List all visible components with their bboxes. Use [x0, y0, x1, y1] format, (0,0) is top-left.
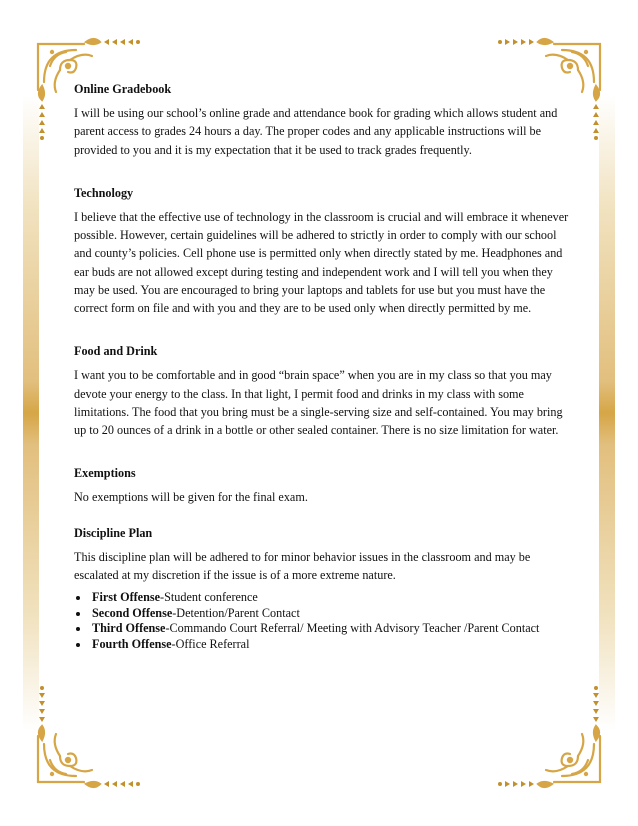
offense-consequence: -Office Referral — [171, 636, 250, 651]
offense-consequence: -Detention/Parent Contact — [172, 605, 300, 620]
section-paragraph: This discipline plan will be adhered to for minor behavior issues in the classroom and may be escalated at my discretion if the issue is of a more extreme nature. — [74, 549, 531, 583]
section-exemptions — [74, 464, 574, 506]
offense-label: Second Offense — [92, 605, 173, 620]
section-technology — [74, 184, 574, 317]
list-item — [74, 590, 574, 606]
list-item — [74, 621, 574, 637]
bottom-right-ornament-icon — [488, 676, 608, 796]
offense-label: Third Offense — [92, 621, 166, 636]
section-heading: Food and Drink — [74, 344, 158, 359]
section-paragraph: I want you to be comfortable and in good “brain space” when you are in my class so that you may devote your energy to the class. In that light, I permit food and drinks in my class with some limitations. The food that you bring must be a single-serving size and self-contained. You may bring up to 20 ounces of a drink in a bottle or other sealed container. There is no size limitation for water. — [74, 368, 563, 438]
section-paragraph: I will be using our school’s online grade and attendance book for grading which allows student and parent access to grades 24 hours a day. The proper codes and any applicable instructions will be provided to you and it is my expectation that it be used to track grades frequently. — [74, 106, 558, 157]
offense-list — [74, 590, 574, 652]
left-gold-border — [23, 95, 39, 731]
offense-label: First Offense — [92, 590, 161, 605]
bottom-left-ornament-icon — [30, 676, 150, 796]
section-food-and-drink — [74, 342, 574, 439]
section-online-gradebook — [74, 80, 574, 159]
section-paragraph: I believe that the effective use of technology in the classroom is crucial and will embrace it whenever possible. However, certain guidelines will be adhered to strictly in order to comply with our school and county’s policies. Cell phone use is permitted only when directly stated by me. Headphones and ear buds are not allowed except during testing and independent work and I will tell you when they may be used. You are encouraged to bring your laptops and tablets for use but you must have the correct form on file and with you and they are to be used only when directly permitted by me. — [74, 210, 569, 316]
section-heading: Exemptions — [74, 466, 136, 481]
section-paragraph: No exemptions will be given for the final exam. — [74, 490, 308, 505]
list-item — [74, 637, 574, 653]
list-item — [74, 606, 574, 622]
right-gold-border — [599, 95, 615, 731]
offense-consequence: -Commando Court Referral/ Meeting with Advisory Teacher /Parent Contact — [165, 621, 540, 636]
section-heading: Online Gradebook — [74, 82, 172, 96]
section-heading: Discipline Plan — [74, 525, 153, 540]
document-body — [74, 80, 574, 677]
section-heading: Technology — [74, 185, 134, 200]
section-discipline-plan — [74, 524, 574, 653]
offense-consequence: -Student conference — [160, 590, 258, 605]
offense-label: Fourth Offense — [92, 636, 172, 651]
